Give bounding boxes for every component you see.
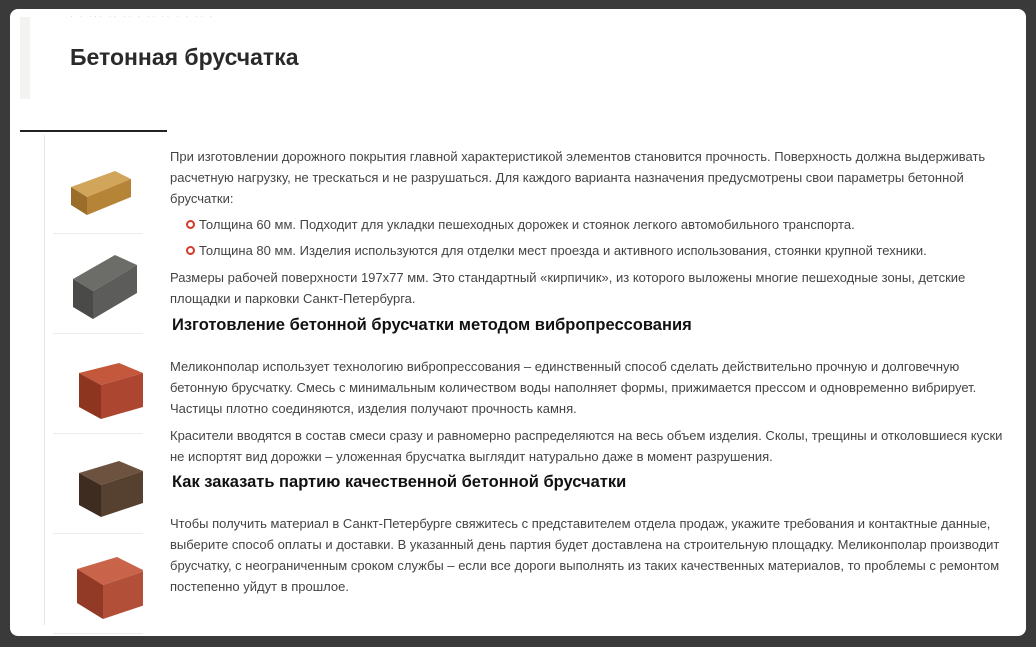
thumbnail-paver-red-2[interactable] [53,535,143,634]
list-item [170,240,1010,261]
circle-bullet-icon [186,246,195,255]
list-item-text: Толщина 60 мм. Подходит для укладки пешеходных дорожек и стоянок легкого автомобильного транспорта. [199,217,855,232]
cropped-header-fragment: · · ··· ·· ·· · ·· ·· · · ·· · [70,11,215,21]
article-content [170,146,1010,597]
thumbnail-paver-gray[interactable] [53,235,143,334]
thumbnail-paver-yellow[interactable] [53,135,143,234]
paver-red-image [53,335,143,433]
list-item-text: Толщина 80 мм. Изделия используются для отделки мест проезда и активного использования, стоянки крупной техники. [199,243,927,258]
thumbnail-paver-brown[interactable] [53,435,143,534]
colorants-paragraph: Красители вводятся в состав смеси сразу и равномерно распределяются на весь объем изделия. Сколы, трещины и отколовшиеся куски не испортят вид дорожки – уложенная брусчатка выглядит натурально даже в момент разрушения. [170,428,1003,464]
title-divider [20,130,167,132]
screenshot-frame [10,9,1026,636]
sizes-paragraph: Размеры рабочей поверхности 197х77 мм. Это стандартный «кирпичик», из которого выложены многие пешеходные зоны, детские площадки и парковки Санкт-Петербурга. [170,270,966,306]
vibropressing-paragraph: Меликонполар использует технологию вибропрессования – единственный способ сделать действительно прочную и долговечную бетонную брусчатку. Смесь с минимальным количеством воды наполняет формы, прижимается прессом и одновременно вибрирует. Частицы плотно соединяются, изделия получают прочность камня. [170,359,977,416]
list-item [170,214,1010,235]
intro-paragraph: При изготовлении дорожного покрытия главной характеристикой элементов становится прочность. Поверхность должна выдерживать расчетную нагрузку, не трескаться и не разрушаться. Для каждого варианта назначения предусмотрены свои параметры бетонной брусчатки: [170,149,986,206]
product-thumbnails [44,135,143,625]
paver-gray-image [53,235,143,333]
thumbnail-paver-red[interactable] [53,335,143,434]
left-accent-bar [20,17,30,99]
paver-brown-image [53,435,143,533]
order-paragraph: Чтобы получить материал в Санкт-Петербурге свяжитесь с представителем отдела продаж, укажите требования и контактные данные, выберите способ оплаты и доставки. В указанный день партия будет доставлена на строительную площадку. Меликонполар производит брусчатку, с неограниченным сроком службы – если все дороги выполнять из таких качественных материалов, то проблемы с ремонтом постепенно уйдут в прошлое. [170,516,1000,594]
section-heading-vibropressing: Изготовление бетонной брусчатки методом вибропрессования [172,316,692,334]
paver-yellow-image [53,135,143,233]
section-heading-order: Как заказать партию качественной бетонной брусчатки [172,473,627,491]
thickness-list [170,214,1010,261]
circle-bullet-icon [186,220,195,229]
page-title: Бетонная брусчатка [70,44,299,70]
paver-red-2-image [53,535,143,633]
